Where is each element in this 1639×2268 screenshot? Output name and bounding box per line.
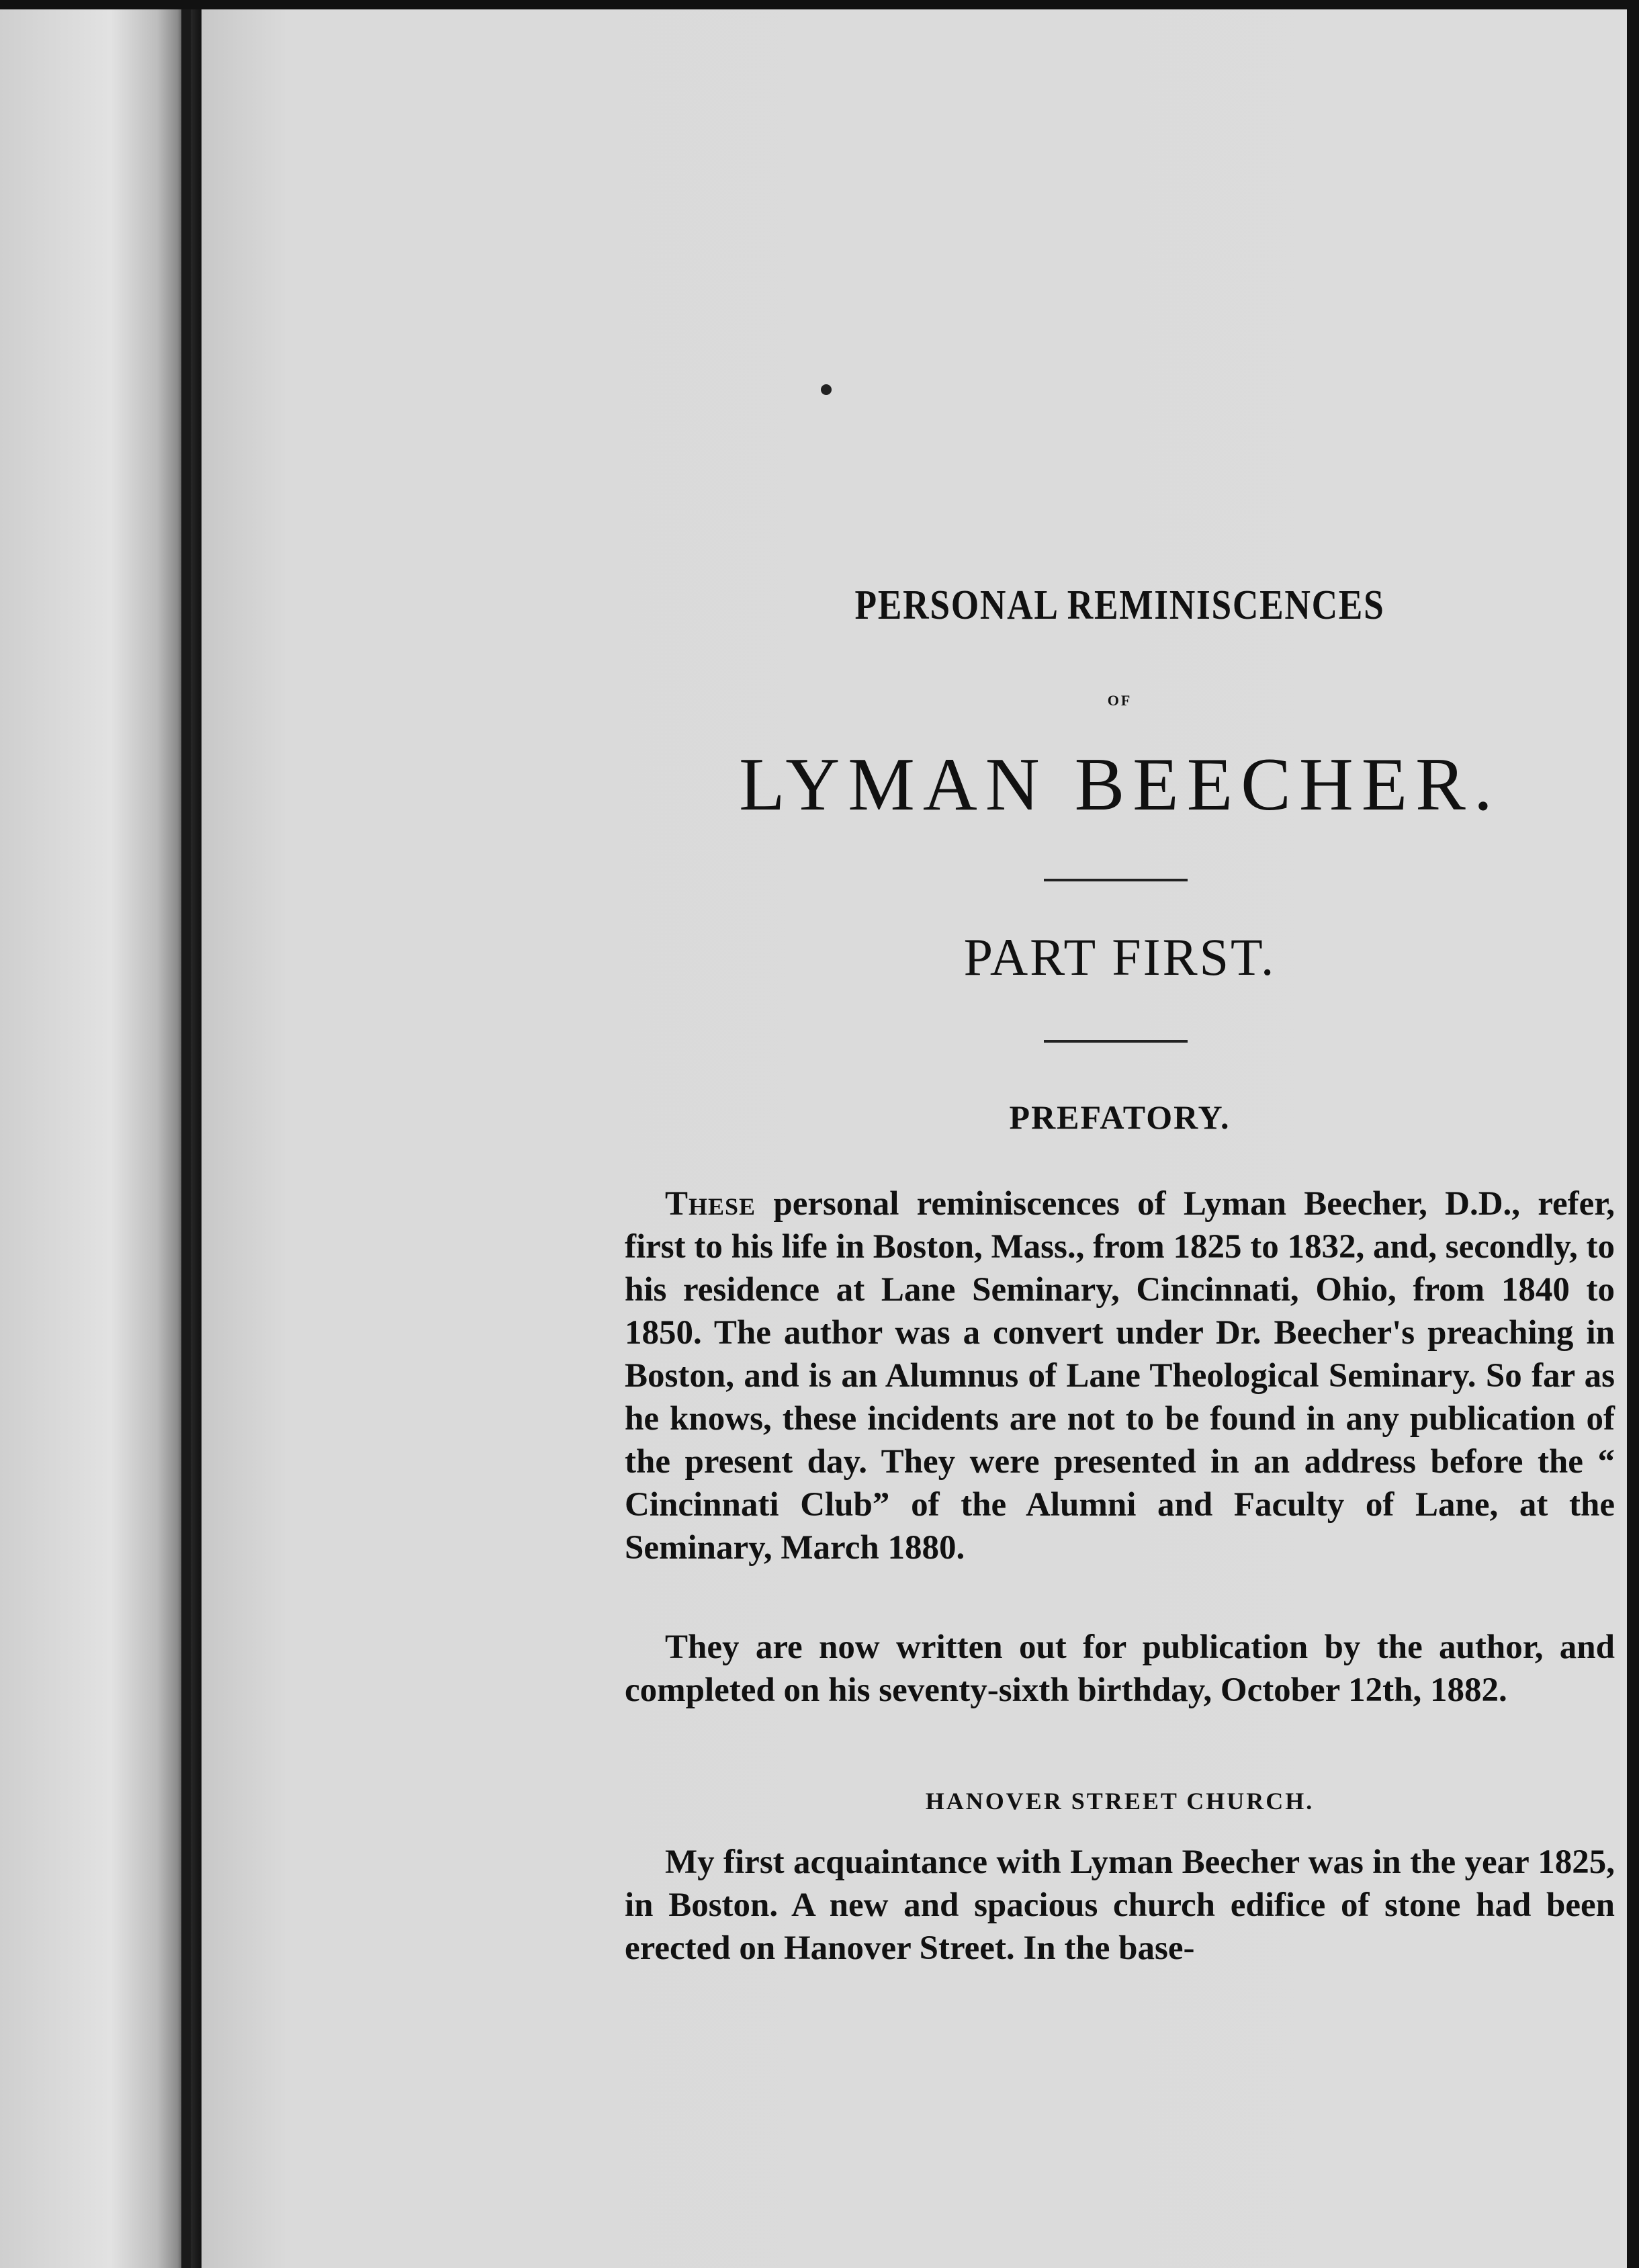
paragraph-lead-word: These — [665, 1185, 756, 1223]
paragraph-text: personal reminiscences of Lyman Beecher, D.D., refer, first to his life in Boston, Mass., from 1825 to 1832, and, secondly, to his residence at Lane Seminary, Cincinnati, Ohio, from 1840 to 1850. The author was a convert under Dr. Beecher's preaching in Boston, and is an Alumnus of Lane Theological Seminary. So far as he knows, these incidents are not to be found in any publication of the present day. They were presented in an address before the “ Cincinnati Club” of the Alumni and Faculty of Lane, at the Seminary, March 1880. — [625, 1185, 1615, 1567]
binding-gutter — [0, 0, 202, 2268]
title-of: OF — [1107, 692, 1133, 709]
hanover-paragraph-1: My first acquaintance with Lyman Beecher was in the year 1825, in Boston. A new and spacious church edifice of stone had been erected on Hanover Street. In the base- — [625, 1843, 1615, 1967]
section-heading-hanover: HANOVER STREET CHURCH. — [925, 1788, 1315, 1815]
divider-rule-bottom — [1044, 1040, 1188, 1043]
scan-right-edge — [1627, 0, 1639, 2268]
prefatory-paragraph-2: They are now written out for publication by the author, and completed on his seventy-sixth birthday, October 12th, 1882. — [625, 1628, 1615, 1709]
divider-rule-top — [1044, 879, 1188, 881]
ink-speck — [821, 384, 832, 395]
page-title: PERSONAL REMINISCENCES — [854, 582, 1385, 628]
prefatory-paragraph-1 — [625, 1182, 1615, 1569]
book-page — [202, 0, 1639, 2268]
section-heading-prefatory: PREFATORY. — [1009, 1098, 1231, 1136]
spine-edge — [181, 0, 191, 2268]
scan-top-edge — [0, 0, 1639, 9]
subject-name: LYMAN BEECHER. — [739, 743, 1501, 826]
part-heading: PART FIRST. — [963, 928, 1276, 986]
